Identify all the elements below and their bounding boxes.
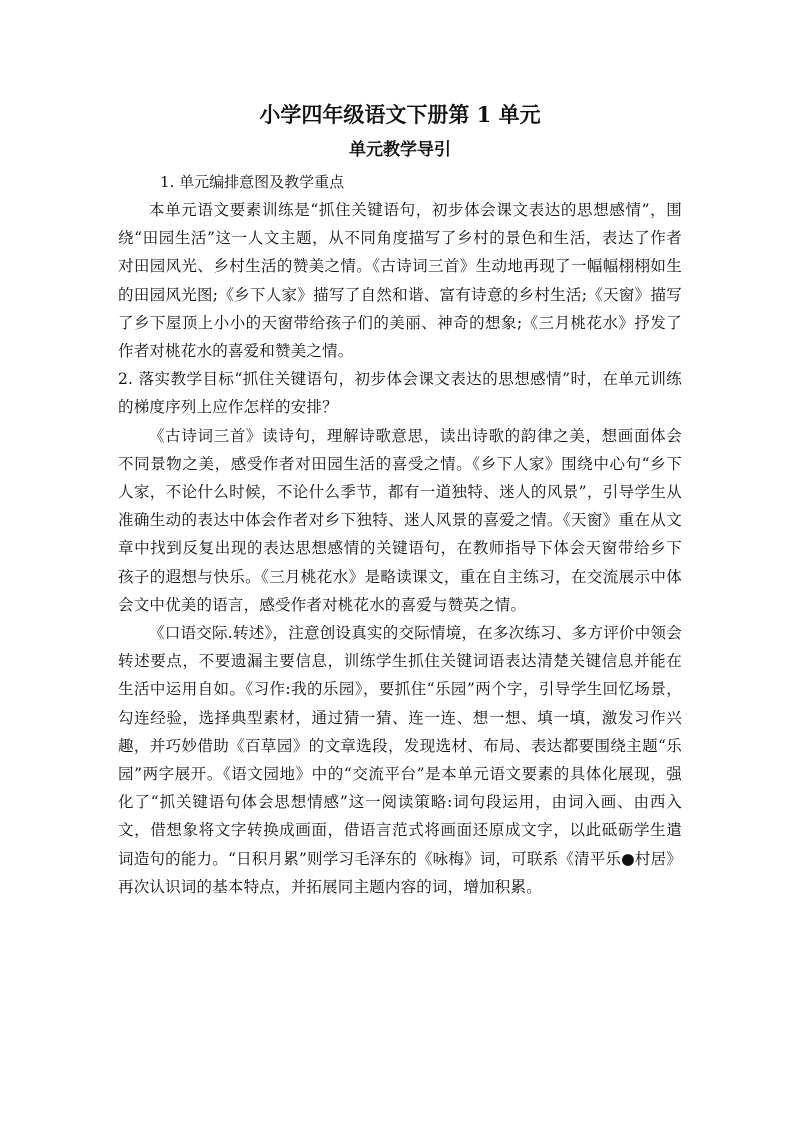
document-page: [118, 96, 682, 901]
section-1-heading: 1. 单元编排意图及教学重点: [160, 173, 345, 191]
paragraph-unit-intro: 本单元语文要素训练是“抓住关键语句，初步体会课文表达的思想感情”，围绕“田园生活”这一人文主题，从不同角度描写了乡村的景色和生活，表达了作者对田园风光、乡村生活的赞美之情。《古诗词三首》生动地再现了一幅幅栩栩如生的田园风光图;《乡下人家》描写了自然和谐、富有诗意的乡村生活;《天窗》描写了乡下屋顶上小小的天窗带给孩子们的美丽、神奇的想象;《三月桃花水》抒发了作者对桃花水的喜爱和赞美之情。: [118, 201, 682, 361]
document-subtitle: 单元教学导引: [349, 140, 451, 160]
document-title: 小学四年级语文下册第 1 单元: [259, 102, 541, 127]
paragraph-lesson-arrangement: 《古诗词三首》读诗句，理解诗歌意思，读出诗歌的韵律之美，想画面体会不同景物之美，感受作者对田园生活的喜受之情。《乡下人家》围绕中心句“乡下人家，不论什么时候，不论什么季节，都有一道独特、迷人的风景”，引导学生从准确生动的表达中体会作者对乡下独特、迷人风景的喜爱之情。《天窗》重在从文章中找到反复出现的表达思想感情的关键语句，在教师指导下体会天窗带给乡下孩子的遐想与快乐。《三月桃花水》是略读课文，重在自主练习，在交流展示中体会文中优美的语言，感受作者对桃花水的喜爱与赞英之情。: [118, 426, 682, 614]
paragraph-oral-writing-garden: 《口语交际.转述》，注意创设真实的交际情境，在多次练习、多方评价中领会转述要点，不要遗漏主要信息，训练学生抓住关键词语表达清楚关键信息并能在生活中运用自如。《习作:我的乐园》，要抓住“乐园”两个字，引导学生回忆场景，勾连经验，选择典型素材，通过猜一猜、连一连、想一想、填一填，激发习作兴趣，并巧妙借助《百草园》的文章选段，发现选材、布局、表达都要围绕主题“乐园”两字展开。《语文园地》中的“交流平台”是本单元语文要素的具体化展现，强化了“抓关键语句体会思想情感”这一阅读策略:词句段运用，由词入画、由西入文，借想象将文字转换成画面，借语言范式将画面还原成文字，以此砥砺学生遣词造句的能力。“日积月累”则学习毛泽东的《咏梅》词，可联系《清平乐●村居》再次认识词的基本特点，并拓展同主题内容的词，增加积累。: [118, 624, 682, 896]
section-2-question: 2. 落实教学目标“抓住关键语句，初步体会课文表达的思想感情”时，在单元训练的梯度序列上应作怎样的安排？: [118, 370, 682, 417]
